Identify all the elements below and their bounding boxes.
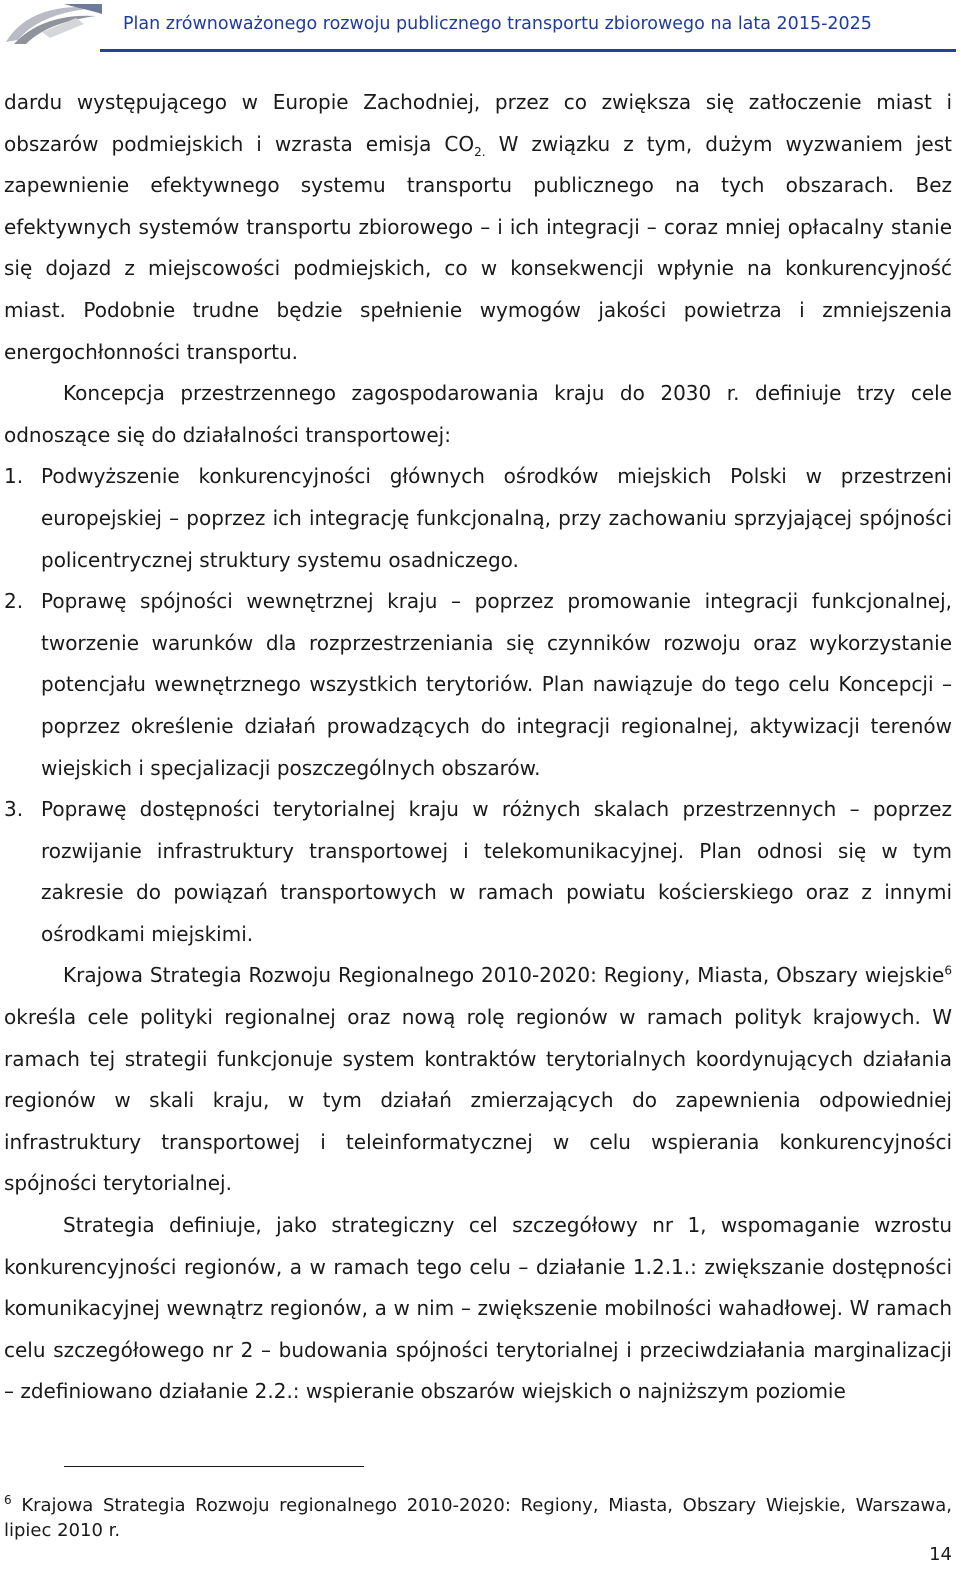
list-item-text: Podwyższenie konkurencyjności głównych ośrodków miejskich Polski w przestrzeni europejskiej – poprzez ich integrację funkcjonalną, przy zachowaniu sprzyjającej spójności policentrycznej struktury systemu osadniczego. xyxy=(41,464,952,572)
page-header xyxy=(0,0,960,56)
paragraph-1-start: dardu występującego w Europie Zachodniej, przez co zwiększa się zatłoczenie miast i obszarów podmiejskich i wzrasta emisja CO xyxy=(4,90,952,156)
footnote xyxy=(4,1493,952,1543)
list-item-text: Poprawę dostępności terytorialnej kraju w różnych skalach przestrzennych – poprzez rozwijanie infrastruktury transportowej i telekomunikacyjnej. Plan odnosi się w tym zakresie do powiązań transportowych w ramach powiatu kościerskiego oraz z innymi ośrodkami miejskimi. xyxy=(41,797,952,946)
paragraph-1-end: W związku z tym, dużym wyzwaniem jest zapewnienie efektywnego systemu transportu publicznego na tych obszarach. Bez efektywnych systemów transportu zbiorowego – i ich integracji – coraz mniej opłacalny stanie się dojazd z miejscowości podmiejskich, co w konsekwencji wpłynie na konkurencyjność miast. Podobnie trudne będzie spełnienie wymogów jakości powietrza i zmniejszenia energochłonności transportu. xyxy=(4,131,952,364)
paragraph-2: Koncepcja przestrzennego zagospodarowania kraju do 2030 r. definiuje trzy cele odnoszące się do działalności transportowej: xyxy=(4,381,952,447)
page-number: 14 xyxy=(929,1544,952,1565)
list-item xyxy=(4,581,952,789)
footnote-divider xyxy=(64,1466,364,1467)
list-item-text: Poprawę spójności wewnętrznej kraju – poprzez promowanie integracji funkcjonalnej, tworzenie warunków dla rozprzestrzeniania się czynników rozwoju oraz wykorzystanie potencjału wewnętrznego wszystkich terytoriów. Plan nawiązuje do tego celu Koncepcji – poprzez określenie działań prowadzących do integracji regionalnej, aktywizacji terenów wiejskich i specjalizacji poszczególnych obszarów. xyxy=(41,589,952,780)
footnote-reference[interactable]: 6 xyxy=(944,963,952,978)
document-body xyxy=(4,82,952,1413)
paragraph-1 xyxy=(4,82,952,373)
list-item-number: 1. xyxy=(4,464,24,489)
list-item-number: 3. xyxy=(4,797,24,822)
swoosh-logo-icon xyxy=(4,2,104,48)
paragraph-3-start: Krajowa Strategia Rozwoju Regionalnego 2010-2020: Regiony, Miasta, Obszary wiejskie xyxy=(63,963,945,988)
list-item-number: 2. xyxy=(4,589,24,614)
paragraph-3 xyxy=(4,955,952,1205)
paragraph-4: Strategia definiuje, jako strategiczny cel szczegółowy nr 1, wspomaganie wzrostu konkurencyjności regionów, a w ramach tego celu – działanie 1.2.1.: zwiększanie dostępności komunikacyjnej wewnątrz regionów, a w nim – zwiększenie mobilności wahadłowej. W ramach celu szczegółowego nr 2 – budowania spójności terytorialnej i przeciwdziałania marginalizacji – zdefiniowano działanie 2.2.: wspieranie obszarów wiejskich o najniższym poziomie xyxy=(4,1213,952,1404)
footnote-text: Krajowa Strategia Rozwoju regionalnego 2010-2020: Regiony, Miasta, Obszary Wiejskie, Warszawa, lipiec 2010 r. xyxy=(4,1495,952,1541)
goals-list xyxy=(4,456,952,955)
list-item xyxy=(4,789,952,955)
paragraph-3-end: określa cele polityki regionalnej oraz nową rolę regionów w ramach polityk krajowych. W ramach tej strategii funkcjonuje system kontraktów terytorialnych koordynujących działania regionów w skali kraju, w tym działań zmierzających do zapewnienia odpowiedniej infrastruktury transportowej i teleinformatycznej w celu wspierania konkurencyjności spójności terytorialnej. xyxy=(4,1005,952,1196)
list-item xyxy=(4,456,952,581)
co2-subscript: 2. xyxy=(474,144,486,159)
footnote-marker: 6 xyxy=(4,1493,12,1507)
header-divider xyxy=(100,49,956,52)
header-title: Plan zrównoważonego rozwoju publicznego transportu zbiorowego na lata 2015-2025 xyxy=(123,14,872,34)
